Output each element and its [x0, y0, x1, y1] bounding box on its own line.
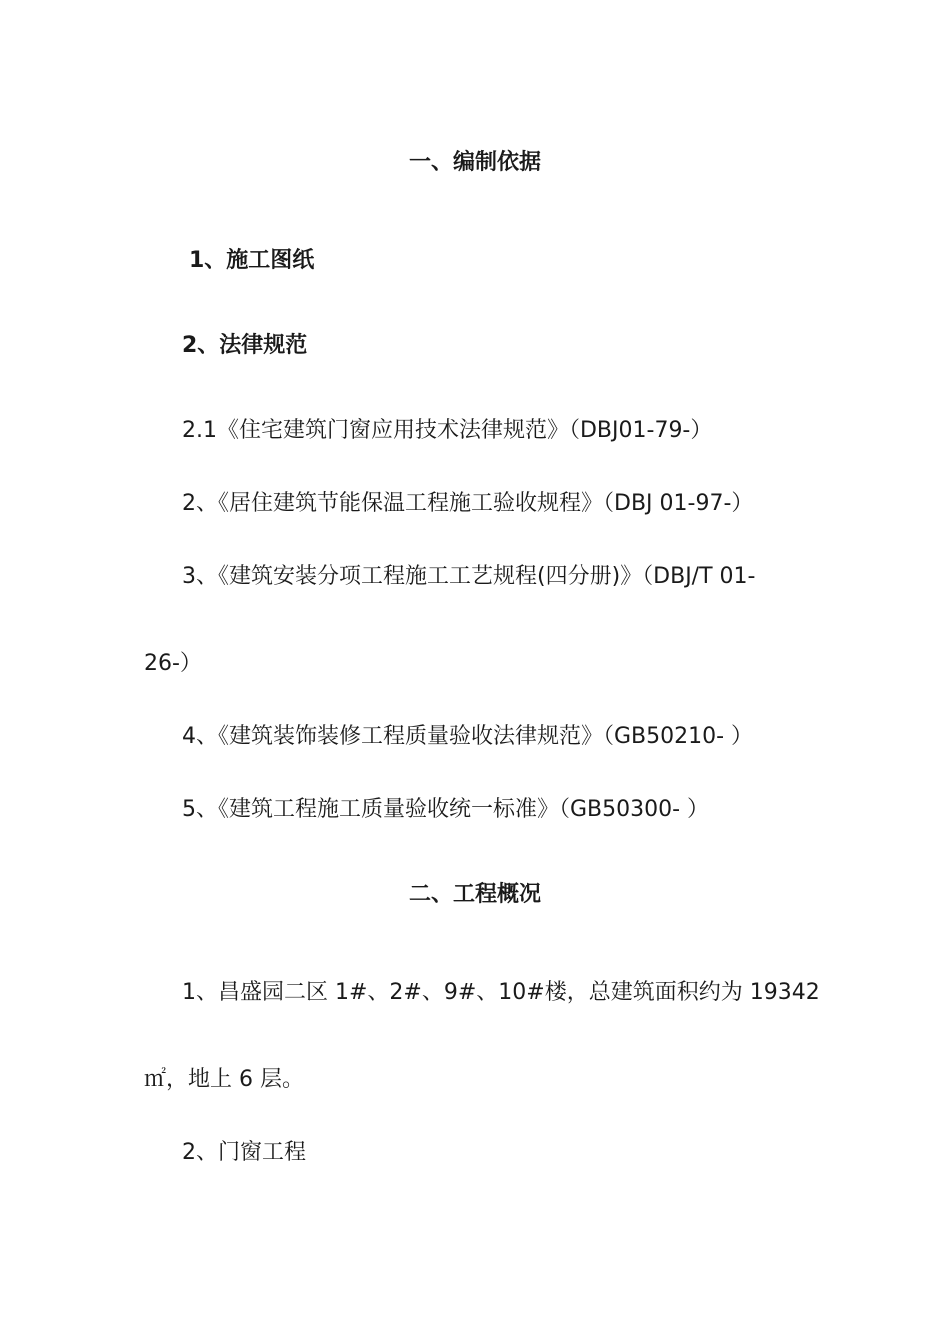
section-title-basis: 一、编制依据: [408, 150, 541, 175]
reference-item: 3、《建筑安装分项工程施工工艺规程(四分册)》（DBJ/T 01-: [182, 564, 756, 589]
overview-paragraph-line: 1、昌盛园二区 1#、2#、9#、10#楼，总建筑面积约为 19342: [182, 980, 820, 1005]
reference-item: 4、《建筑装饰装修工程质量验收法律规范》（GB50210- ）: [182, 724, 754, 749]
overview-paragraph-line: ㎡，地上 6 层。: [144, 1067, 304, 1092]
heading-construction-drawings: 1、施工图纸: [189, 248, 315, 273]
reference-item: 2、《居住建筑节能保温工程施工验收规程》（DBJ 01-97-）: [182, 491, 754, 516]
reference-item: 2.1《住宅建筑门窗应用技术法律规范》（DBJ01-79-）: [182, 418, 713, 443]
heading-legal-standards: 2、法律规范: [182, 333, 308, 358]
reference-item: 5、《建筑工程施工质量验收统一标准》（GB50300- ）: [182, 797, 710, 822]
reference-item-continuation: 26-）: [144, 651, 202, 676]
heading-doors-windows: 2、门窗工程: [182, 1140, 306, 1165]
section-title-overview: 二、工程概况: [408, 882, 541, 907]
